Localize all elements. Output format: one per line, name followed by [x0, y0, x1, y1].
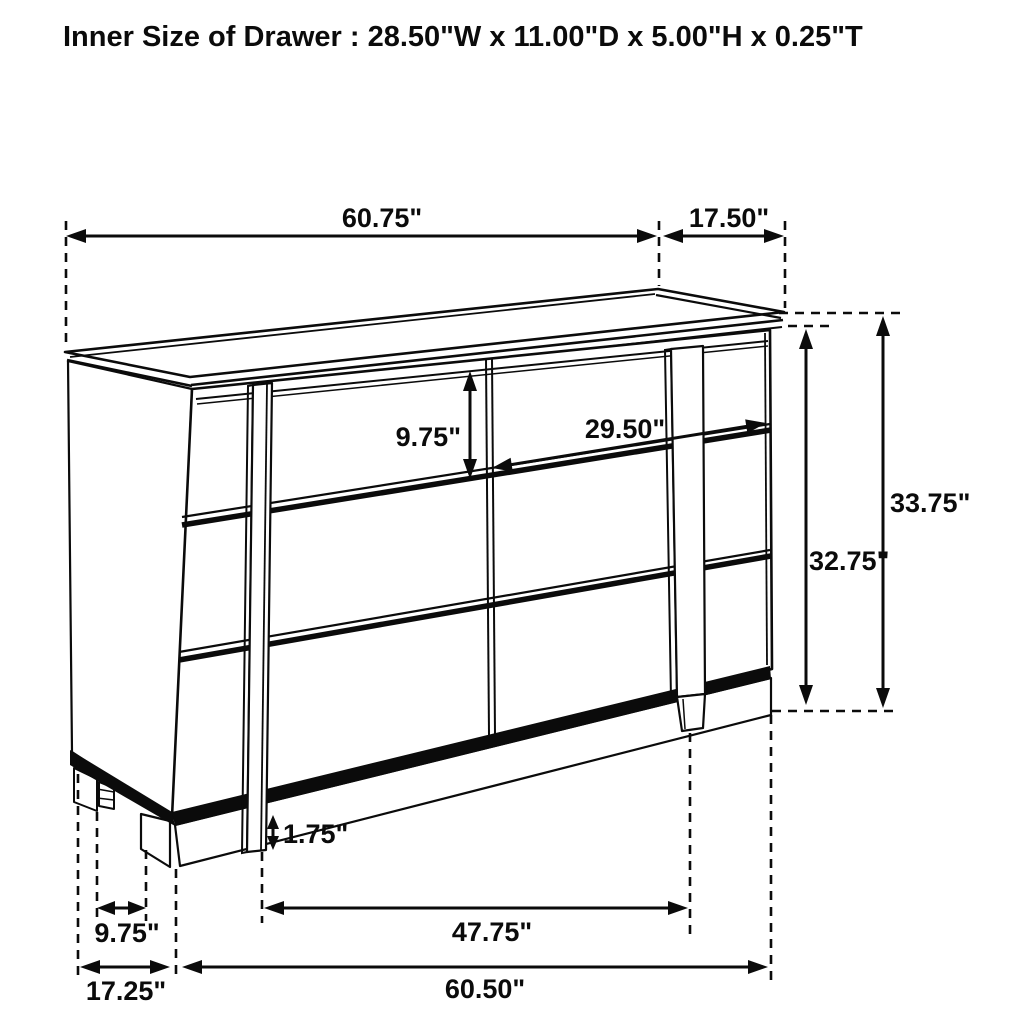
dim-leg-spacing-label: 9.75"	[94, 918, 160, 948]
dim-base-width	[264, 901, 688, 947]
dim-base-reveal-label: 1.75"	[283, 819, 349, 849]
dim-case-height-label: 32.75"	[809, 546, 890, 576]
dim-top-width	[66, 203, 657, 243]
dim-overall-height-label: 33.75"	[890, 488, 971, 518]
front-left-foot	[141, 814, 170, 867]
diagram-title: Inner Size of Drawer : 28.50"W x 11.00"D x 5.00"H x 0.25"T	[63, 21, 863, 53]
dim-leg-spacing	[94, 901, 159, 948]
dim-drawer-width-label: 29.50"	[584, 414, 666, 444]
dim-bottom-depth-label: 17.25"	[85, 976, 167, 1006]
dim-drawer-front-height-label: 9.75"	[395, 422, 461, 452]
dim-bottom-width	[182, 960, 768, 1004]
dim-overall-height	[876, 316, 970, 708]
dim-top-width-label: 60.75"	[341, 203, 423, 233]
dim-top-depth	[663, 203, 784, 243]
left-side-face	[68, 361, 192, 819]
dim-base-width-label: 47.75"	[451, 917, 533, 947]
dim-top-depth-label: 17.50"	[688, 203, 770, 233]
dim-case-height	[799, 329, 889, 705]
right-pilaster-leg	[677, 694, 705, 731]
dim-bottom-depth	[80, 960, 170, 1006]
dresser-drawing	[65, 289, 784, 867]
dim-bottom-width-label: 60.50"	[444, 974, 526, 1004]
